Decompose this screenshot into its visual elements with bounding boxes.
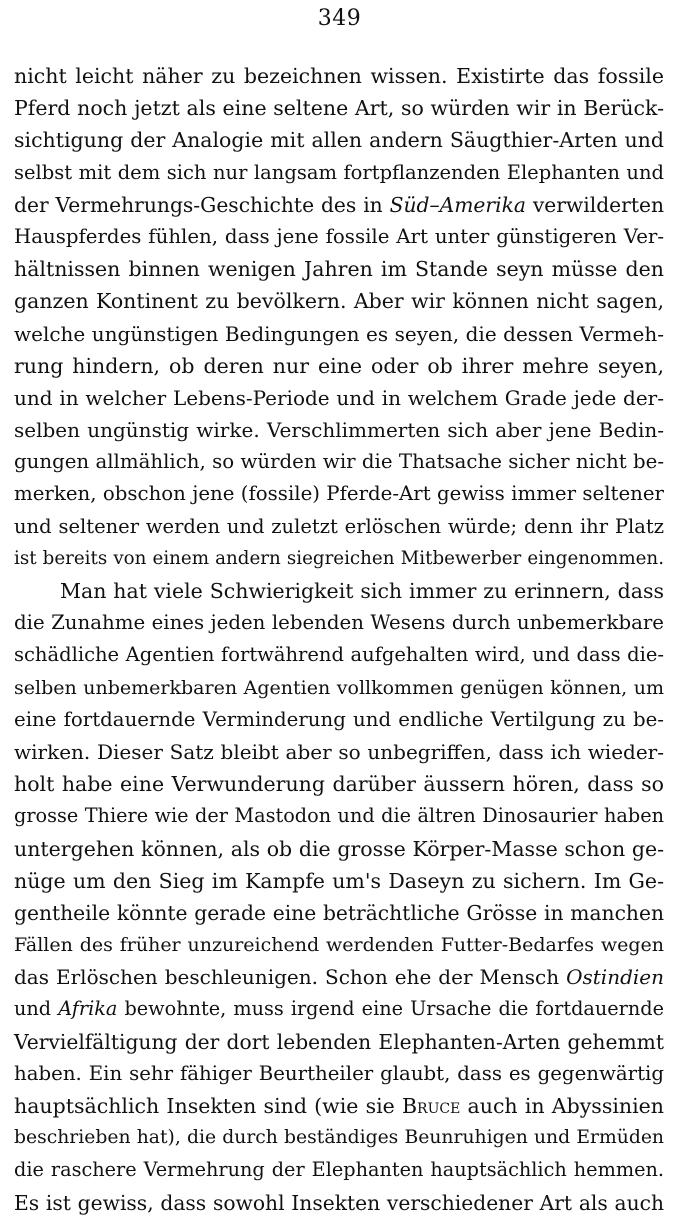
text-line bbox=[14, 897, 664, 929]
text-line bbox=[14, 1122, 664, 1154]
line-text: und bbox=[14, 997, 59, 1021]
line-text: ist bereits von einem andern siegreichen Mitbewerber eingenommen. bbox=[14, 547, 664, 569]
body-text bbox=[14, 60, 664, 1219]
line-text: selben ungünstig wirke. Verschlimmerten sich aber jene Bedin- bbox=[14, 418, 664, 443]
text-line bbox=[14, 1058, 664, 1090]
line-text: und in welcher Lebens-Periode und in welchem Grade jede der- bbox=[14, 385, 664, 410]
text-line bbox=[14, 607, 664, 639]
line-text: nicht leicht näher zu bezeichnen wissen. Existirte das fossile bbox=[14, 64, 664, 88]
text-line bbox=[14, 221, 664, 253]
line-text: Pferd noch jetzt als eine seltene Art, so würden wir in Berück- bbox=[14, 96, 664, 121]
text-line bbox=[14, 704, 664, 736]
line-text: holt habe eine Verwunderung darüber äussern hören, dass so bbox=[14, 772, 664, 797]
line-text: beschrieben hat), die durch beständiges Beunruhigen und Ermüden bbox=[14, 1127, 664, 1149]
text-line bbox=[14, 575, 664, 607]
text-line bbox=[14, 157, 664, 189]
line-text: merken, obschon jene (fossile) Pferde-Art gewiss immer seltener bbox=[14, 482, 664, 506]
line-text: hältnissen binnen wenigen Jahren im Stande seyn müsse den bbox=[14, 257, 664, 282]
line-text: Hauspferdes fühlen, dass jene fossile Art unter günstigeren Ver- bbox=[14, 224, 664, 248]
italic-text: Süd–Amerika bbox=[389, 192, 526, 217]
line-text: die raschere Vermehrung der Elephanten hauptsächlich hemmen. bbox=[14, 1158, 664, 1182]
line-text: gungen allmählich, so würden wir die Thatsache sicher nicht be- bbox=[14, 450, 664, 474]
line-text: wirken. Dieser Satz bleibt aber so unbegriffen, dass ich wieder- bbox=[14, 739, 664, 764]
italic-text: Afrika bbox=[58, 997, 118, 1021]
line-text: die Zunahme eines jeden lebenden Wesens durch unbemerkbare bbox=[14, 611, 664, 635]
line-text: Man hat viele Schwierigkeit sich immer zu erinnern, dass bbox=[60, 579, 664, 603]
text-line bbox=[14, 285, 664, 317]
text-line bbox=[14, 543, 664, 575]
line-text: welche ungünstigen Bedingungen es seyen, die dessen Vermeh- bbox=[14, 321, 664, 346]
line-text: haben. Ein sehr fähiger Beurtheiler glaubt, dass es gegenwärtig bbox=[14, 1061, 664, 1085]
text-line bbox=[14, 929, 664, 961]
text-line bbox=[14, 993, 664, 1025]
line-text: schädliche Agentien fortwährend aufgehalten wird, und dass die- bbox=[14, 643, 664, 667]
line-text: hauptsächlich Insekten sind (wie sie bbox=[14, 1094, 402, 1118]
line-text: auch in Abyssinien bbox=[460, 1094, 664, 1118]
small-caps-name: Bruce bbox=[401, 1094, 461, 1118]
line-text: selbst mit dem sich nur langsam fortpflanzenden Elephanten und bbox=[14, 160, 664, 184]
line-text: gentheile könnte gerade eine beträchtliche Grösse in manchen bbox=[14, 900, 664, 925]
line-text: das Erlöschen beschleunigen. Schon ehe der Mensch bbox=[14, 965, 567, 990]
text-line bbox=[14, 800, 664, 832]
line-text: der Vermehrungs-Geschichte des in bbox=[14, 192, 390, 217]
text-line bbox=[14, 865, 664, 897]
text-line bbox=[14, 1154, 664, 1186]
line-text: ganzen Kontinent zu bevölkern. Aber wir können nicht sagen, bbox=[14, 289, 664, 314]
text-line bbox=[14, 736, 664, 768]
line-text: sichtigung der Analogie mit allen andern Säugthier-Arten und bbox=[14, 128, 664, 153]
line-text: und seltener werden und zuletzt erlöschen würde; denn ihr Platz bbox=[14, 514, 664, 538]
text-line bbox=[14, 446, 664, 478]
line-text: selben unbemerkbaren Agentien vollkommen genügen können, um bbox=[14, 676, 664, 699]
text-line bbox=[14, 318, 664, 350]
line-text: grosse Thiere wie der Mastodon und die ältren Dinosaurier haben bbox=[14, 804, 664, 828]
line-text: Vervielfältigung der dort lebenden Elephanten-Arten gehemmt bbox=[14, 1029, 664, 1054]
italic-text: Ostindien bbox=[566, 965, 664, 990]
text-line bbox=[14, 382, 664, 414]
text-line bbox=[14, 1187, 664, 1219]
text-line bbox=[14, 833, 664, 865]
text-line bbox=[14, 60, 664, 92]
text-line bbox=[14, 478, 664, 510]
line-text: nüge um den Sieg im Kampfe um's Daseyn zu sichern. Im Ge- bbox=[14, 868, 664, 893]
text-line bbox=[14, 961, 664, 993]
text-line bbox=[14, 1026, 664, 1058]
text-line bbox=[14, 253, 664, 285]
line-text: untergehen können, als ob die grosse Körper-Masse schon ge- bbox=[14, 836, 664, 861]
page-number: 349 bbox=[317, 6, 362, 31]
line-text: Es ist gewiss, dass sowohl Insekten verschiedener Art als auch bbox=[14, 1190, 664, 1215]
text-line bbox=[14, 639, 664, 671]
text-line bbox=[14, 1090, 664, 1122]
text-line bbox=[14, 768, 664, 800]
line-text: Fällen des früher unzureichend werdenden Futter-Bedarfes wegen bbox=[14, 934, 664, 957]
text-line bbox=[14, 511, 664, 543]
text-line bbox=[14, 92, 664, 124]
line-text: eine fortdauernde Verminderung und endliche Vertilgung zu be- bbox=[14, 707, 664, 731]
text-line bbox=[14, 350, 664, 382]
text-line bbox=[14, 414, 664, 446]
line-text: rung hindern, ob deren nur eine oder ob ihrer mehre seyen, bbox=[14, 353, 664, 378]
text-line bbox=[14, 189, 664, 221]
text-line bbox=[14, 672, 664, 704]
line-text: verwilderten bbox=[525, 192, 664, 217]
text-line bbox=[14, 124, 664, 156]
line-text: bewohnte, muss irgend eine Ursache die fortdauernde bbox=[117, 997, 664, 1021]
